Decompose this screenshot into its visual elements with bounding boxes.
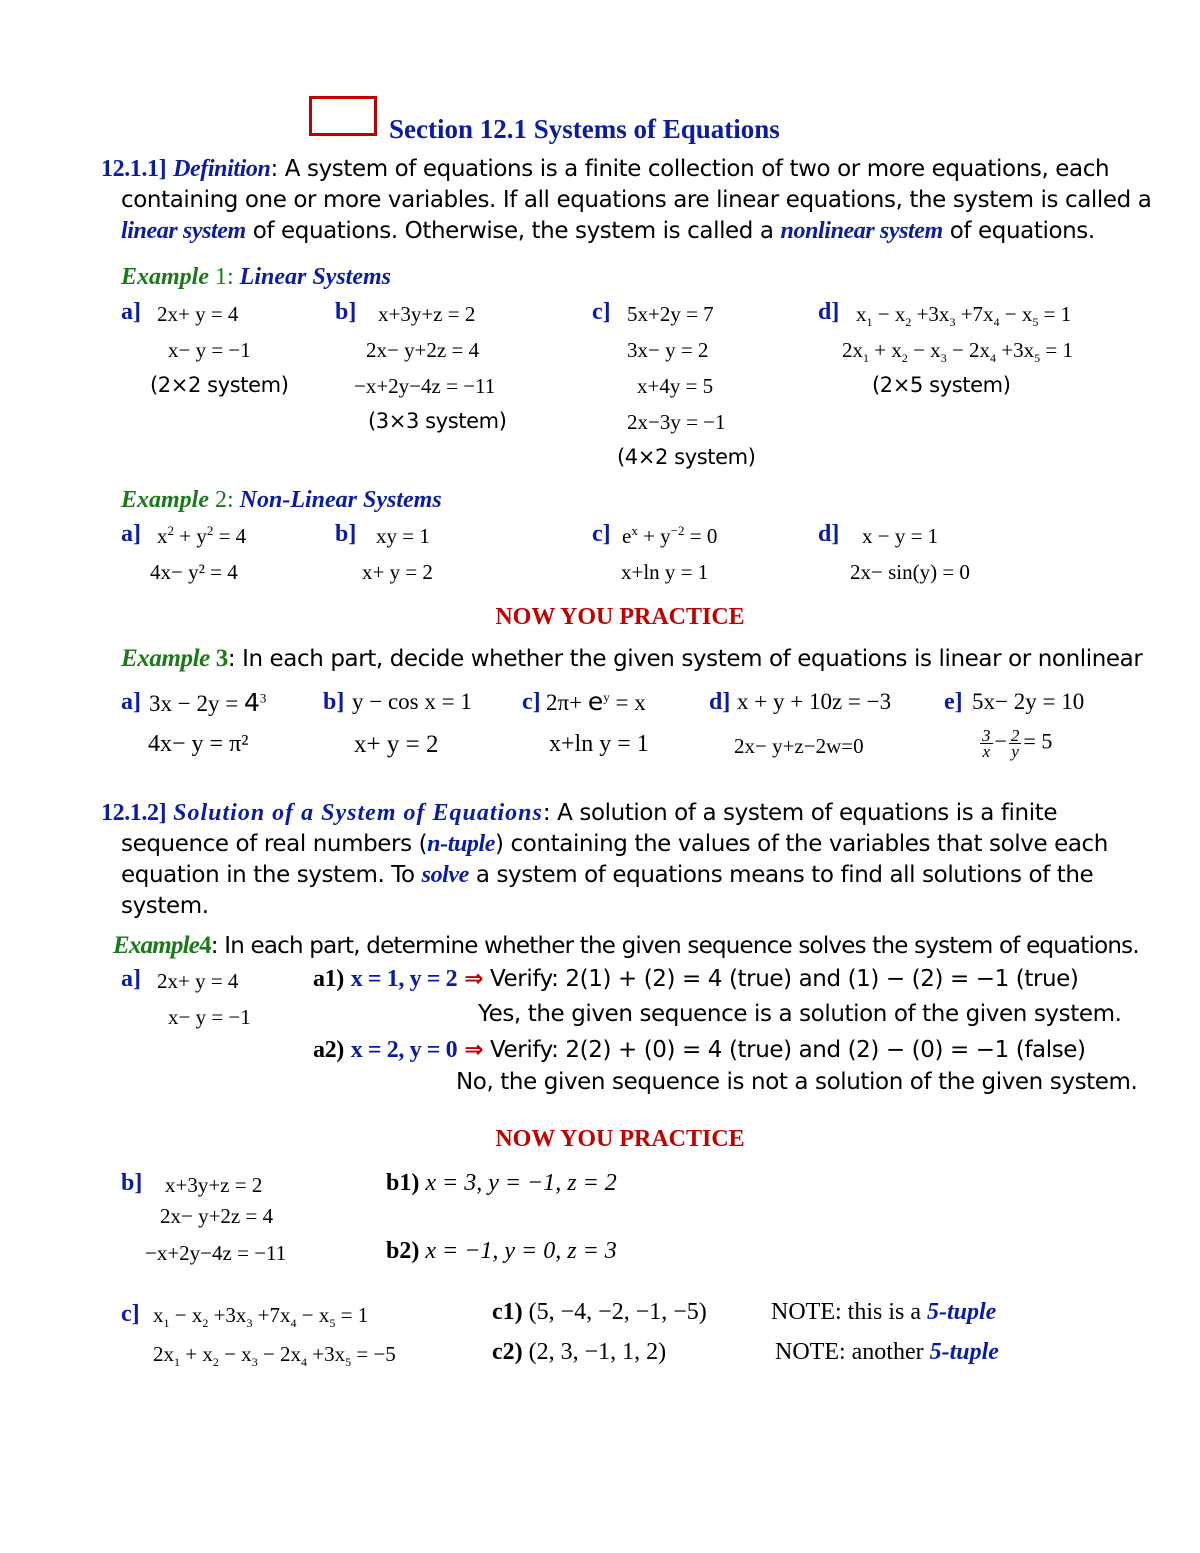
ex1-a-eq1: 2x+ y = 4 [157,302,239,326]
ex2-b-eq2: x+ y = 2 [362,560,433,584]
ex2-d-eq2: 2x− sin(y) = 0 [850,560,970,584]
ex3-e-eq2: $\frac{3}{x}$ − $\frac{2}{y}$ = 5 [982,726,1053,761]
ex1-b-eq3: −x+2y−4z = −11 [354,374,496,398]
definition-term: Definition [173,156,271,182]
solution-def-line-4: system. [121,893,209,919]
ex2-c-eq1: $e^x + y^{-2} = 0$ [622,523,718,548]
ex1-d-eq2: $2x_1 + x_2 - x_3 - 2x_4 +3x_5 = 1$ [842,338,1073,366]
ex3-e-label: e] [944,689,963,715]
ex4-a-label: a] [121,966,141,992]
ex1-d-label: d] [818,299,840,325]
ex3-d-eq1: x + y + 10z = −3 [737,689,892,714]
ex3-d-label: d] [709,689,731,715]
ex3-d-eq2: 2x− y+z−2w=0 [734,734,864,758]
ex1-d-size: (2×5 system) [872,373,1011,397]
ex4-c1-line: c1) (5, −4, −2, −1, −5) [492,1299,707,1325]
ex1-a-label: a] [121,299,141,325]
ex3-a-label: a] [121,689,141,715]
ex4-b-eq1: x+3y+z = 2 [165,1173,263,1197]
ex2-d-eq1: x − y = 1 [862,524,939,548]
ex4-c-eq2: $2x_1 + x_2 - x_3 - 2x_4 +3x_5 = -5$ [153,1342,396,1370]
note-2: NOTE: another 5-tuple [775,1339,999,1365]
ex2-b-label: b] [335,521,357,547]
ex2-d-label: d] [818,521,840,547]
ex2-a-label: a] [121,521,141,547]
ex1-b-size: (3×3 system) [368,409,507,433]
ex4-c-label: c] [121,1301,140,1327]
ex4-b-eq2: 2x− y+2z = 4 [160,1204,274,1228]
example3-line: Example 3: In each part, decide whether the given system of equations is linear or nonlinear [121,645,1143,672]
ex4-a2-line: a2) x = 2, y = 0 ⇒ Verify: 2(2) + (0) = 4 (true) and (2) − (0) = −1 (false) [313,1037,1086,1063]
ex4-a-eq1: 2x+ y = 4 [157,969,239,993]
ex2-a-eq2: 4x− y² = 4 [150,560,238,584]
practice-heading-2: NOW YOU PRACTICE [495,1126,745,1152]
ex1-c-eq1: 5x+2y = 7 [627,302,714,326]
solution-def-line-3: equation in the system. To solve a system of equations means to find all solutions of the [121,862,1094,888]
ex1-c-eq4: 2x−3y = −1 [627,410,726,434]
solution-def-line-1: 12.1.2] Solution of a System of Equations: A solution of a system of equations is a finite [101,800,1058,826]
ex4-b1-line: b1) x = 3, y = −1, z = 2 [386,1170,617,1196]
term-solve: solve [421,862,469,888]
ex4-b2-line: b2) x = −1, y = 0, z = 3 [386,1238,617,1264]
ex1-c-eq3: x+4y = 5 [637,374,714,398]
solution-def-line-2: sequence of real numbers (n-tuple) containing the values of the variables that solve each [121,831,1108,857]
ex2-a-eq1: $x^2 + y^2 = 4$ [157,523,247,548]
ex4-c-eq1: $x_1 - x_2 +3x_3 +7x_4 - x_5 = 1$ [153,1303,369,1331]
ex3-b-eq1: y − cos x = 1 [352,689,472,714]
practice-heading-1: NOW YOU PRACTICE [495,604,745,630]
ex3-b-eq2: x+ y = 2 [354,731,439,758]
ex4-a1-line: a1) x = 1, y = 2 ⇒ Verify: 2(1) + (2) = 4 (true) and (1) − (2) = −1 (true) [313,966,1079,992]
ex4-a2-conclusion: No, the given sequence is not a solution of the given system. [456,1069,1138,1095]
note-1: NOTE: this is a 5-tuple [771,1299,997,1325]
ex3-c-eq1: $2\pi+ e^y = x$ [546,687,646,716]
ex3-e-fraction-2: $\frac{2}{y}$ [1010,726,1020,761]
ex3-b-label: b] [323,689,345,715]
ex2-c-label: c] [592,521,611,547]
ex3-c-label: c] [522,689,541,715]
ex1-a-size: (2×2 system) [150,373,289,397]
example4-line: Example4: In each part, determine whether the given sequence solves the system of equations. [113,932,1139,959]
ex4-a-eq2: x− y = −1 [168,1005,251,1029]
implies-arrow-icon: ⇒ [464,1037,484,1063]
ex2-c-eq2: x+ln y = 1 [621,560,709,584]
definition-number: 12.1.1] [101,156,167,182]
ex1-c-size: (4×2 system) [617,445,756,469]
ex3-e-fraction-1: $\frac{3}{x}$ [982,726,991,761]
term-nonlinear-system: nonlinear system [780,218,943,244]
ex1-b-eq2: 2x− y+2z = 4 [366,338,480,362]
ex1-b-label: b] [335,299,357,325]
title-red-box [309,96,377,136]
implies-arrow-icon: ⇒ [464,966,484,992]
term-n-tuple: n-tuple [427,831,496,857]
ex4-a1-conclusion: Yes, the given sequence is a solution of the given system. [478,1001,1122,1027]
ex3-a-eq1: $3x - 2y = 4^3$ [149,688,267,717]
example1-heading: Example 1: Linear Systems [121,264,392,290]
ex4-c2-line: c2) (2, 3, −1, 1, 2) [492,1339,667,1365]
ex1-c-label: c] [592,299,611,325]
example2-heading: Example 2: Non-Linear Systems [121,487,442,513]
ex1-d-eq1: $x_1 - x_2 +3x_3 +7x_4 - x_5 = 1$ [856,302,1072,330]
ex1-c-eq2: 3x− y = 2 [627,338,709,362]
ex4-b-label: b] [121,1170,143,1196]
ex3-e-eq1: 5x− 2y = 10 [972,689,1085,714]
term-linear-system: linear system [121,218,246,244]
term-solution: Solution of a System of Equations [173,800,543,826]
ex2-b-eq1: xy = 1 [376,524,430,548]
ex3-c-eq2: x+ln y = 1 [549,731,649,757]
ex3-a-eq2: 4x− y = π² [148,731,249,757]
definition-line-1: 12.1.1] Definition: A system of equations is a finite collection of two or more equations, each [101,156,1110,182]
ex1-b-eq1: x+3y+z = 2 [378,302,476,326]
definition-line-3: linear system of equations. Otherwise, the system is called a nonlinear system of equations. [121,218,1095,244]
definition-line-2: containing one or more variables. If all equations are linear equations, the system is called a [121,187,1152,213]
page-title: Section 12.1 Systems of Equations [389,114,780,144]
ex4-b-eq3: −x+2y−4z = −11 [145,1241,287,1265]
ex1-a-eq2: x− y = −1 [168,338,251,362]
